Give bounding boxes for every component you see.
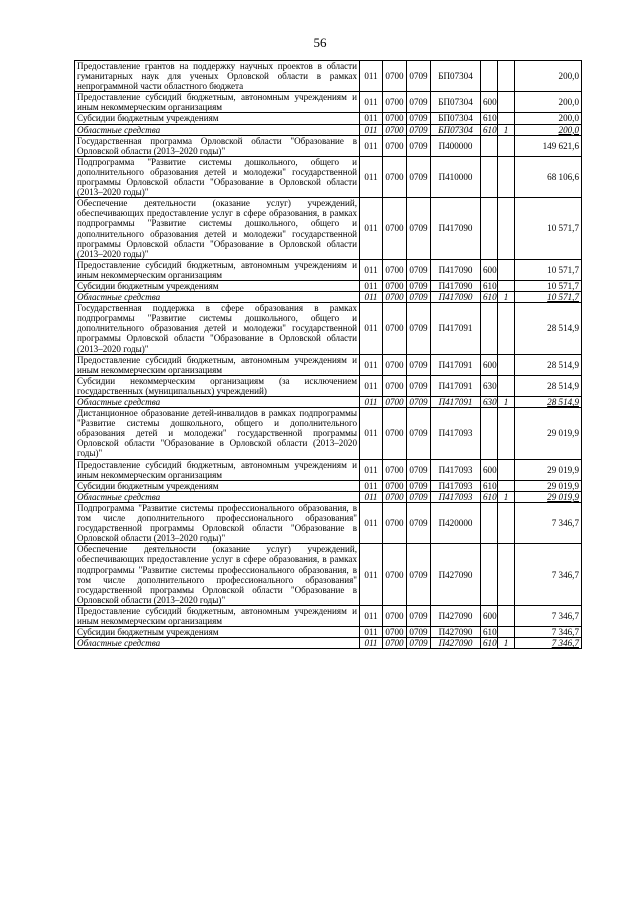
row-name: Обеспечение деятельности (оказание услуг) учреждений, обеспечивающих предоставление услуг в сфере образования, в рамках подпрограммы "Развитие системы дошкольного, общего и дополнительного образования детей и молодежи" государственной программы Орловской области "Образование в Орловской области (2013–2020 годы)" (75, 198, 360, 260)
row-section-code: 0700 (383, 259, 407, 280)
row-grbs-code: 011 (360, 303, 383, 354)
row-section-code: 0700 (383, 397, 407, 408)
row-expense-type: 630 (481, 397, 498, 408)
row-source-code (498, 459, 515, 480)
row-target-article: П417091 (431, 354, 481, 375)
row-source-code (498, 375, 515, 396)
row-source-code (498, 113, 515, 124)
row-section-code: 0700 (383, 292, 407, 303)
row-source-code (498, 61, 515, 92)
table-row (75, 544, 582, 606)
row-source-code (498, 502, 515, 543)
row-name: Предоставление субсидий бюджетным, автономным учреждениям и иным некоммерческим организациям (75, 354, 360, 375)
row-grbs-code: 011 (360, 198, 383, 260)
row-amount: 10 571,7 (515, 280, 582, 291)
row-source-code: 1 (498, 397, 515, 408)
row-name: Областные средства (75, 124, 360, 135)
row-subsection-code: 0709 (407, 627, 431, 638)
row-subsection-code: 0709 (407, 459, 431, 480)
table-row (75, 303, 582, 354)
row-name: Предоставление субсидий бюджетным, автономным учреждениям и иным некоммерческим организациям (75, 605, 360, 626)
row-subsection-code: 0709 (407, 480, 431, 491)
row-source-code (498, 627, 515, 638)
row-expense-type: 600 (481, 459, 498, 480)
table-row (75, 491, 582, 502)
row-grbs-code: 011 (360, 92, 383, 113)
row-section-code: 0700 (383, 408, 407, 459)
table-row (75, 627, 582, 638)
table-row (75, 354, 582, 375)
row-target-article: П417091 (431, 375, 481, 396)
page-number: 56 (313, 35, 327, 50)
row-amount: 149 621,6 (515, 135, 582, 156)
row-section-code: 0700 (383, 544, 407, 606)
row-source-code: 1 (498, 124, 515, 135)
table-body (75, 61, 582, 649)
row-subsection-code: 0709 (407, 280, 431, 291)
table-row (75, 638, 582, 649)
row-target-article: П417091 (431, 303, 481, 354)
table-row (75, 459, 582, 480)
row-name: Областные средства (75, 638, 360, 649)
row-grbs-code: 011 (360, 354, 383, 375)
row-expense-type: 600 (481, 259, 498, 280)
row-amount: 200,0 (515, 92, 582, 113)
row-expense-type: 610 (481, 480, 498, 491)
row-expense-type: 610 (481, 638, 498, 649)
row-amount: 28 514,9 (515, 397, 582, 408)
row-grbs-code: 011 (360, 135, 383, 156)
row-grbs-code: 011 (360, 638, 383, 649)
row-amount: 10 571,7 (515, 198, 582, 260)
row-subsection-code: 0709 (407, 397, 431, 408)
row-subsection-code: 0709 (407, 544, 431, 606)
table-row (75, 135, 582, 156)
row-target-article: П417090 (431, 280, 481, 291)
row-target-article: БП07304 (431, 124, 481, 135)
row-amount: 10 571,7 (515, 292, 582, 303)
row-grbs-code: 011 (360, 459, 383, 480)
row-expense-type (481, 502, 498, 543)
row-target-article: БП07304 (431, 92, 481, 113)
row-amount: 7 346,7 (515, 605, 582, 626)
row-section-code: 0700 (383, 92, 407, 113)
row-source-code (498, 480, 515, 491)
table-row (75, 124, 582, 135)
row-name: Предоставление грантов на поддержку научных проектов в области гуманитарных наук для ученых Орловской области в рамках непрограммной части областного бюджета (75, 61, 360, 92)
row-name: Субсидии бюджетным учреждениям (75, 113, 360, 124)
row-amount: 28 514,9 (515, 354, 582, 375)
row-source-code (498, 259, 515, 280)
row-name: Субсидии бюджетным учреждениям (75, 627, 360, 638)
row-target-article: П417091 (431, 397, 481, 408)
row-grbs-code: 011 (360, 113, 383, 124)
row-subsection-code: 0709 (407, 113, 431, 124)
table-row (75, 61, 582, 92)
row-expense-type (481, 544, 498, 606)
row-section-code: 0700 (383, 61, 407, 92)
row-subsection-code: 0709 (407, 303, 431, 354)
row-subsection-code: 0709 (407, 408, 431, 459)
row-subsection-code: 0709 (407, 292, 431, 303)
row-subsection-code: 0709 (407, 124, 431, 135)
row-name: Предоставление субсидий бюджетным, автономным учреждениям и иным некоммерческим организациям (75, 259, 360, 280)
row-target-article: П417093 (431, 408, 481, 459)
row-grbs-code: 011 (360, 375, 383, 396)
row-grbs-code: 011 (360, 259, 383, 280)
row-source-code (498, 408, 515, 459)
row-name: Областные средства (75, 292, 360, 303)
row-amount: 7 346,7 (515, 544, 582, 606)
row-expense-type (481, 135, 498, 156)
row-target-article: П427090 (431, 627, 481, 638)
row-grbs-code: 011 (360, 502, 383, 543)
table-row (75, 292, 582, 303)
row-expense-type: 610 (481, 627, 498, 638)
row-expense-type: 610 (481, 124, 498, 135)
row-grbs-code: 011 (360, 627, 383, 638)
row-name: Дистанционное образование детей-инвалидов в рамках подпрограммы "Развитие системы дошкольного, общего и дополнительного образования детей и молодежи" государственной программы Орловской области "Образование в Орловской области (2013–2020 годы)" (75, 408, 360, 459)
row-grbs-code: 011 (360, 124, 383, 135)
row-expense-type: 600 (481, 605, 498, 626)
row-grbs-code: 011 (360, 280, 383, 291)
row-target-article: П417093 (431, 459, 481, 480)
row-expense-type: 610 (481, 292, 498, 303)
row-target-article: П410000 (431, 156, 481, 197)
row-section-code: 0700 (383, 135, 407, 156)
row-source-code (498, 605, 515, 626)
budget-table (74, 60, 582, 649)
row-subsection-code: 0709 (407, 135, 431, 156)
row-expense-type: 610 (481, 113, 498, 124)
row-amount: 200,0 (515, 61, 582, 92)
row-section-code: 0700 (383, 627, 407, 638)
row-name: Субсидии некоммерческим организациям (за исключением государственных (муниципальных) учреждений) (75, 375, 360, 396)
row-name: Предоставление субсидий бюджетным, автономным учреждениям и иным некоммерческим организациям (75, 92, 360, 113)
row-amount: 29 019,9 (515, 459, 582, 480)
row-target-article: БП07304 (431, 61, 481, 92)
row-target-article: БП07304 (431, 113, 481, 124)
row-amount: 28 514,9 (515, 375, 582, 396)
row-amount: 200,0 (515, 124, 582, 135)
row-expense-type (481, 198, 498, 260)
row-section-code: 0700 (383, 638, 407, 649)
row-target-article: П417093 (431, 491, 481, 502)
row-expense-type (481, 303, 498, 354)
row-name: Предоставление субсидий бюджетным, автономным учреждениям и иным некоммерческим организациям (75, 459, 360, 480)
row-subsection-code: 0709 (407, 605, 431, 626)
row-amount: 7 346,7 (515, 502, 582, 543)
row-target-article: П427090 (431, 638, 481, 649)
row-grbs-code: 011 (360, 480, 383, 491)
row-section-code: 0700 (383, 354, 407, 375)
row-amount: 200,0 (515, 113, 582, 124)
row-subsection-code: 0709 (407, 491, 431, 502)
row-grbs-code: 011 (360, 605, 383, 626)
row-grbs-code: 011 (360, 408, 383, 459)
row-section-code: 0700 (383, 375, 407, 396)
row-grbs-code: 011 (360, 491, 383, 502)
row-source-code: 1 (498, 638, 515, 649)
row-subsection-code: 0709 (407, 354, 431, 375)
table-row (75, 502, 582, 543)
row-grbs-code: 011 (360, 544, 383, 606)
row-expense-type (481, 156, 498, 197)
row-target-article: П427090 (431, 544, 481, 606)
row-subsection-code: 0709 (407, 259, 431, 280)
row-target-article: П420000 (431, 502, 481, 543)
table-row (75, 408, 582, 459)
row-name: Субсидии бюджетным учреждениям (75, 280, 360, 291)
row-grbs-code: 011 (360, 397, 383, 408)
row-expense-type: 610 (481, 491, 498, 502)
row-source-code (498, 544, 515, 606)
row-subsection-code: 0709 (407, 638, 431, 649)
table-row (75, 605, 582, 626)
table-row (75, 156, 582, 197)
row-source-code (498, 198, 515, 260)
row-source-code (498, 156, 515, 197)
row-source-code: 1 (498, 292, 515, 303)
row-expense-type: 600 (481, 354, 498, 375)
row-name: Областные средства (75, 491, 360, 502)
table-row (75, 480, 582, 491)
row-amount: 7 346,7 (515, 627, 582, 638)
row-expense-type: 630 (481, 375, 498, 396)
row-target-article: П417090 (431, 259, 481, 280)
row-source-code: 1 (498, 491, 515, 502)
row-subsection-code: 0709 (407, 61, 431, 92)
row-section-code: 0700 (383, 280, 407, 291)
row-amount: 29 019,9 (515, 480, 582, 491)
row-target-article: П417093 (431, 480, 481, 491)
row-amount: 10 571,7 (515, 259, 582, 280)
table-row (75, 198, 582, 260)
row-source-code (498, 280, 515, 291)
table-row (75, 280, 582, 291)
table-row (75, 397, 582, 408)
row-amount: 68 106,6 (515, 156, 582, 197)
row-subsection-code: 0709 (407, 156, 431, 197)
row-name: Обеспечение деятельности (оказание услуг) учреждений, обеспечивающих предоставление услуг в сфере образования, в рамках подпрограммы "Развитие системы профессионального образования, в том числе дополнительного профессионального образования" государственной программы Орловской области "Образование в Орловской области (2013–2020 годы)" (75, 544, 360, 606)
row-section-code: 0700 (383, 502, 407, 543)
row-expense-type (481, 61, 498, 92)
row-subsection-code: 0709 (407, 375, 431, 396)
row-amount: 29 019,9 (515, 408, 582, 459)
row-section-code: 0700 (383, 491, 407, 502)
row-target-article: П400000 (431, 135, 481, 156)
row-target-article: П427090 (431, 605, 481, 626)
row-section-code: 0700 (383, 198, 407, 260)
row-name: Субсидии бюджетным учреждениям (75, 480, 360, 491)
row-expense-type (481, 408, 498, 459)
row-amount: 28 514,9 (515, 303, 582, 354)
row-source-code (498, 135, 515, 156)
row-source-code (498, 92, 515, 113)
row-subsection-code: 0709 (407, 92, 431, 113)
row-section-code: 0700 (383, 303, 407, 354)
row-subsection-code: 0709 (407, 198, 431, 260)
row-name: Государственная программа Орловской области "Образование в Орловской области (2013–2020 годы)" (75, 135, 360, 156)
row-amount: 29 019,9 (515, 491, 582, 502)
row-name: Подпрограмма "Развитие системы дошкольного, общего и дополнительного образования детей и молодежи" государственной программы Орловской области "Образование в Орловской области (2013–2020 годы)" (75, 156, 360, 197)
row-grbs-code: 011 (360, 156, 383, 197)
row-source-code (498, 303, 515, 354)
row-target-article: П417090 (431, 198, 481, 260)
row-expense-type: 610 (481, 280, 498, 291)
row-name: Областные средства (75, 397, 360, 408)
row-section-code: 0700 (383, 480, 407, 491)
table-row (75, 259, 582, 280)
row-amount: 7 346,7 (515, 638, 582, 649)
row-section-code: 0700 (383, 156, 407, 197)
row-subsection-code: 0709 (407, 502, 431, 543)
table-row (75, 92, 582, 113)
row-target-article: П417090 (431, 292, 481, 303)
row-grbs-code: 011 (360, 61, 383, 92)
row-source-code (498, 354, 515, 375)
row-grbs-code: 011 (360, 292, 383, 303)
table-row (75, 375, 582, 396)
row-name: Государственная поддержка в сфере образования в рамках подпрограммы "Развитие системы дошкольного, общего и дополнительного образования детей и молодежи" государственной программы Орловской области "Образование в Орловской области (2013–2020 годы)" (75, 303, 360, 354)
row-section-code: 0700 (383, 605, 407, 626)
row-section-code: 0700 (383, 124, 407, 135)
row-name: Подпрограмма "Развитие системы профессионального образования, в том числе дополнительного профессионального образования" государственной программы Орловской области "Образование в Орловской области (2013–2020 годы)" (75, 502, 360, 543)
row-section-code: 0700 (383, 113, 407, 124)
row-section-code: 0700 (383, 459, 407, 480)
row-expense-type: 600 (481, 92, 498, 113)
table-row (75, 113, 582, 124)
